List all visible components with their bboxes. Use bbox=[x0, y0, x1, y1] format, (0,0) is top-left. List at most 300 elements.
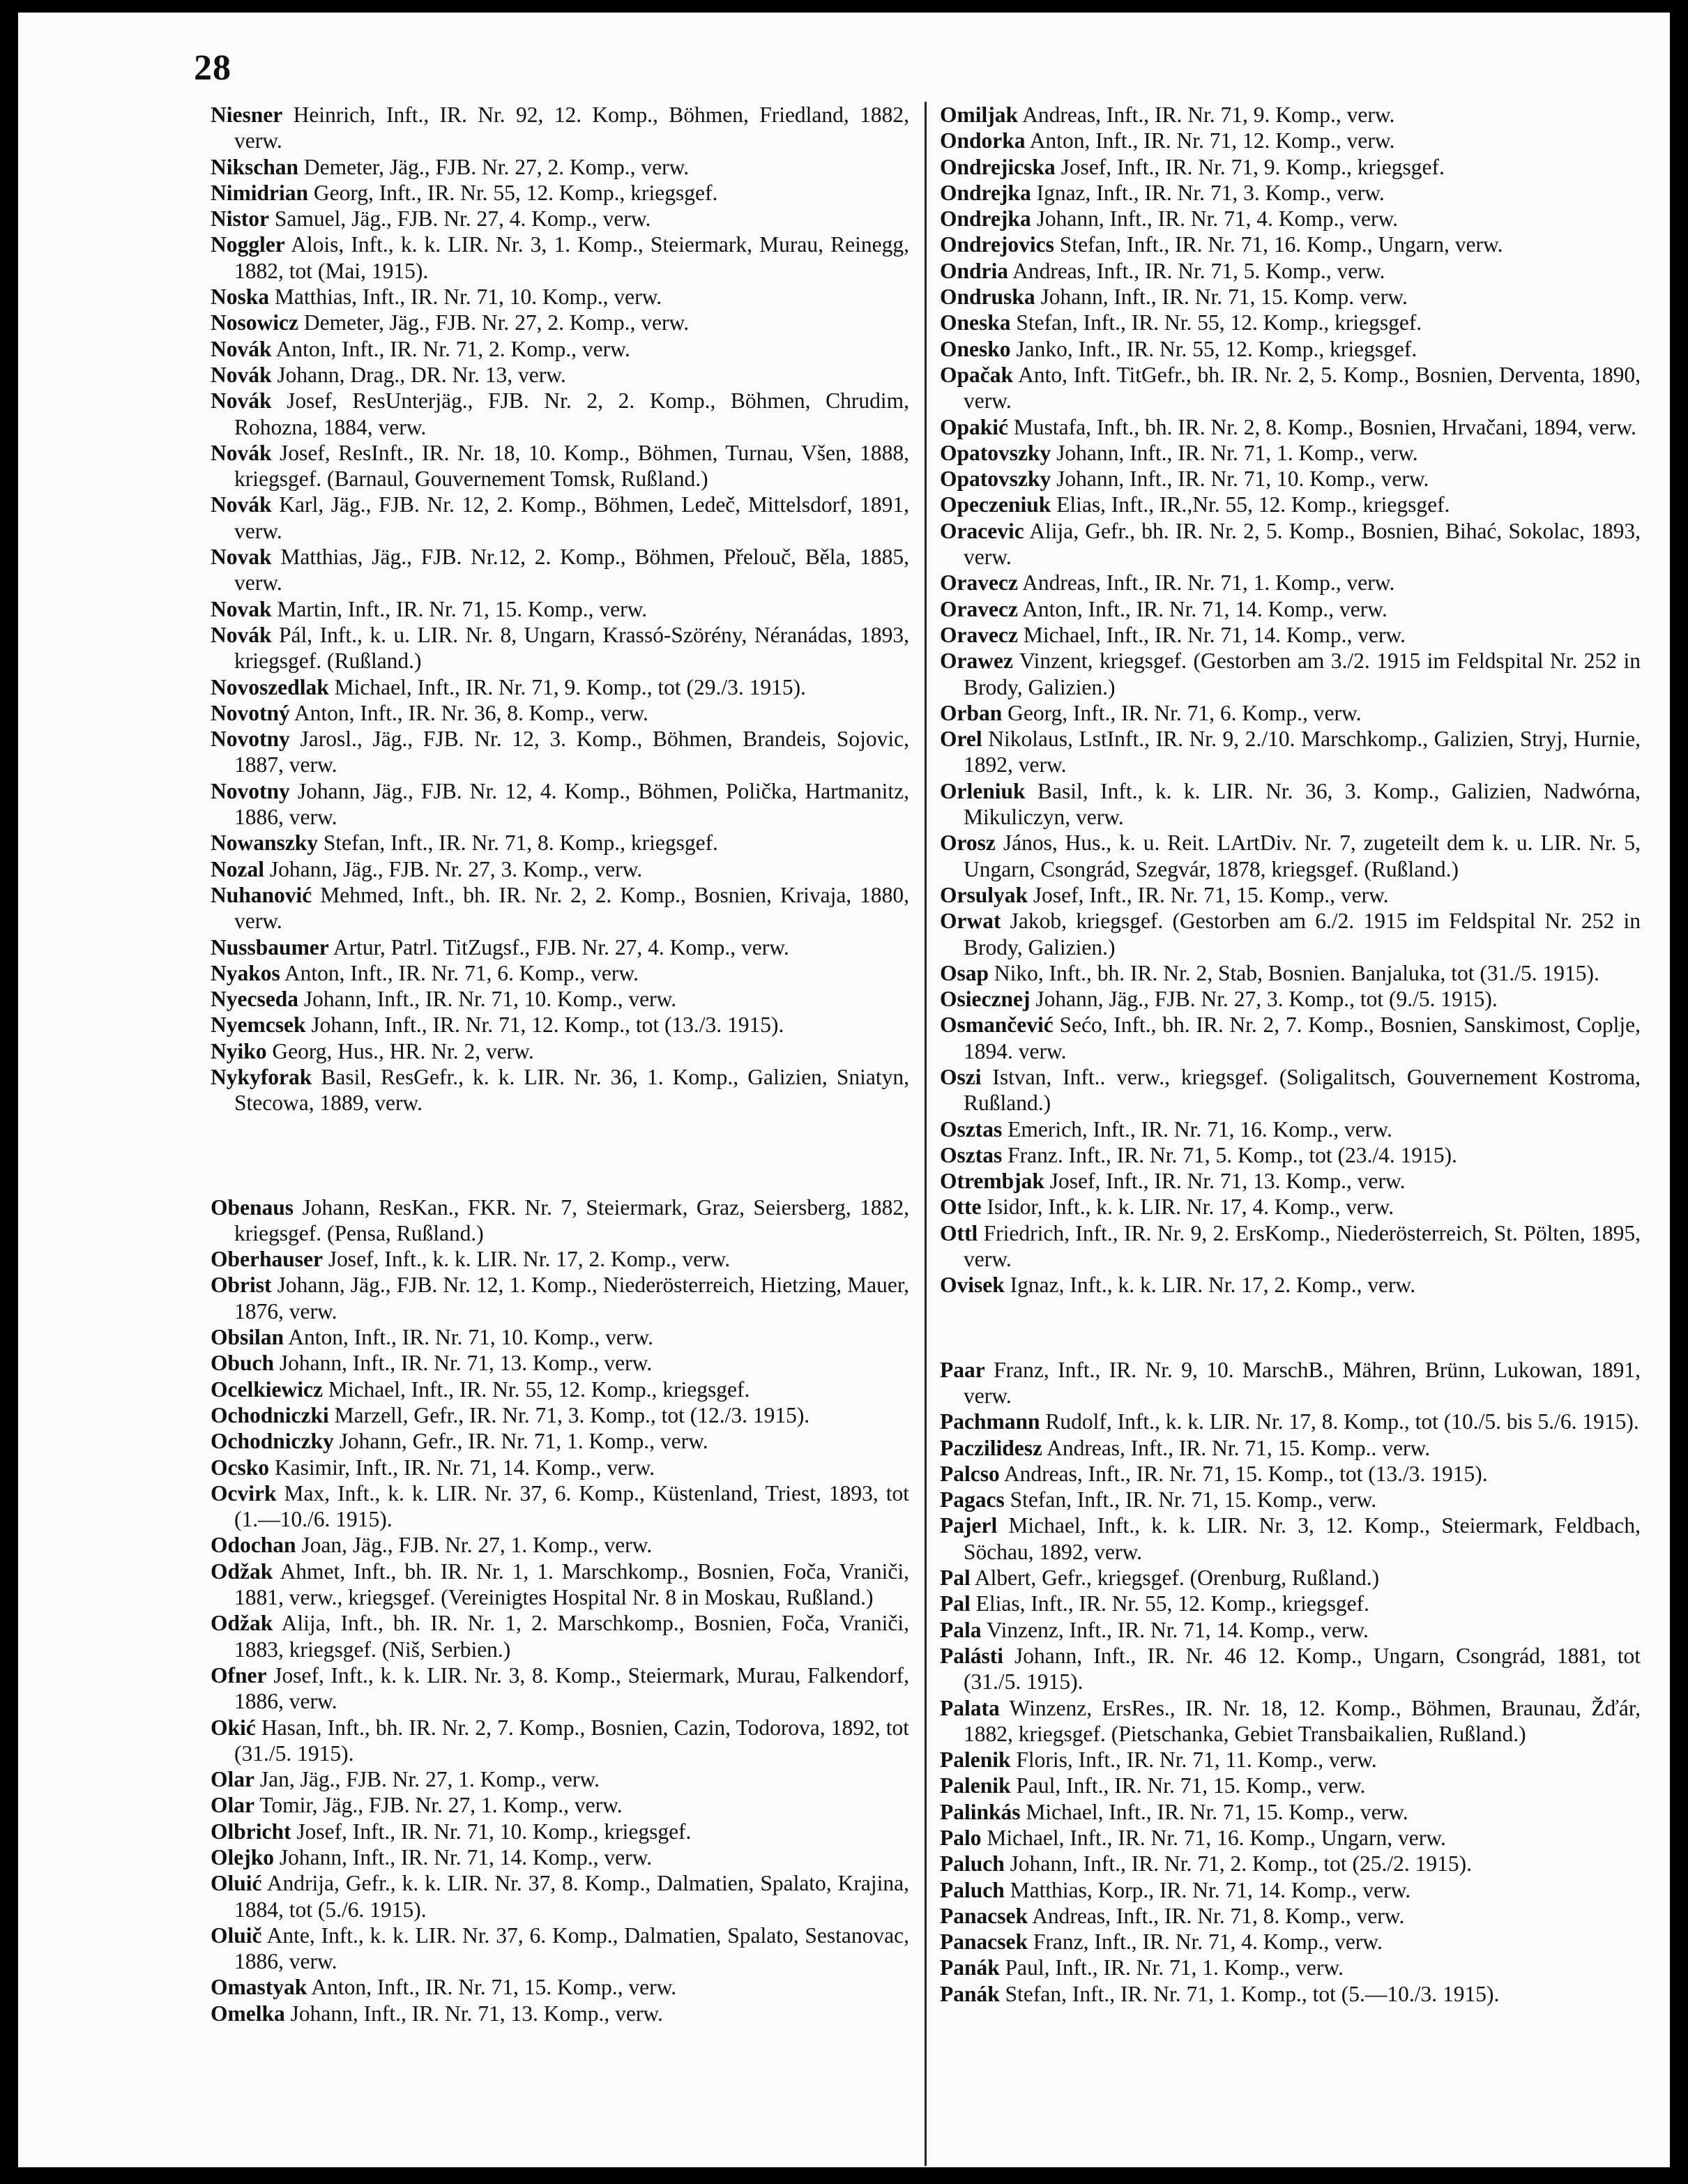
register-entry bbox=[211, 1428, 909, 1454]
register-entry bbox=[211, 232, 909, 284]
entry-surname: Oravecz bbox=[940, 596, 1018, 621]
entry-details: Winzenz, ErsRes., IR. Nr. 18, 12. Komp., Böhmen, Braunau, Žďár, 1882, kriegsgef. (Pietschanka, Gebiet Transbaikalien, Rußland.) bbox=[964, 1695, 1641, 1746]
register-entry bbox=[211, 986, 909, 1012]
register-entry bbox=[940, 232, 1641, 257]
entry-details: Michael, Inft., k. k. LIR. Nr. 3, 12. Komp., Steiermark, Feldbach, Söchau, 1892, verw. bbox=[964, 1513, 1641, 1564]
entry-surname: Niesner bbox=[211, 103, 283, 127]
register-entry bbox=[211, 1792, 909, 1818]
register-entry bbox=[940, 466, 1641, 492]
entry-surname: Orwat bbox=[940, 909, 1001, 934]
register-entry bbox=[940, 206, 1641, 232]
entry-details: Franz, Inft., IR. Nr. 71, 4. Komp., verw. bbox=[1033, 1929, 1383, 1955]
register-entry bbox=[211, 1324, 909, 1350]
register-entry bbox=[940, 778, 1641, 831]
entry-details: Vinzent, kriegsgef. (Gestorben am 3./2. 1915 im Feldspital Nr. 252 in Brody, Galizien.) bbox=[964, 649, 1641, 699]
entry-details: Andreas, Inft., IR. Nr. 71, 9. Komp., verw. bbox=[1022, 103, 1395, 127]
register-entry bbox=[211, 284, 909, 310]
register-entry bbox=[940, 700, 1641, 726]
entry-surname: Opatovszky bbox=[940, 440, 1051, 465]
entry-surname: Odžak bbox=[211, 1559, 273, 1584]
register-entry bbox=[940, 336, 1641, 362]
entry-surname: Oluić bbox=[211, 1871, 262, 1896]
entry-details: Stefan, Inft., IR. Nr. 71, 8. Komp., kriegsgef. bbox=[323, 831, 718, 856]
entry-details: Niko, Inft., bh. IR. Nr. 2, Stab, Bosnien. Banjaluka, tot (31./5. 1915). bbox=[994, 960, 1599, 985]
register-entry bbox=[940, 128, 1641, 153]
entry-surname: Paczilidesz bbox=[940, 1435, 1042, 1460]
register-entry bbox=[211, 440, 909, 492]
entry-surname: Ofner bbox=[211, 1662, 267, 1688]
register-entry bbox=[940, 1512, 1641, 1565]
register-entry bbox=[940, 726, 1641, 778]
entry-surname: Panák bbox=[940, 1981, 1000, 2006]
entry-details: Paul, Inft., IR. Nr. 71, 1. Komp., verw. bbox=[1005, 1955, 1344, 1980]
entry-details: Andreas, Inft., IR. Nr. 71, 15. Komp.. verw. bbox=[1047, 1435, 1431, 1460]
entry-details: Pál, Inft., k. u. LIR. Nr. 8, Ungarn, Krassó-Szörény, Néranádas, 1893, kriegsgef. (Rußland.) bbox=[234, 622, 909, 674]
entry-surname: Nimidrian bbox=[211, 180, 309, 205]
register-entry bbox=[940, 414, 1641, 440]
left-section-n bbox=[211, 102, 909, 1116]
entry-surname: Ondrejovics bbox=[940, 232, 1054, 257]
entry-surname: Palinkás bbox=[940, 1799, 1021, 1824]
entry-details: Josef, Inft., IR. Nr. 71, 15. Komp., verw. bbox=[1033, 882, 1389, 907]
entry-surname: Ottl bbox=[940, 1220, 978, 1245]
entry-details: Andrija, Gefr., k. k. LIR. Nr. 37, 8. Komp., Dalmatien, Spalato, Krajina, 1884, tot (5./6. 1915). bbox=[234, 1871, 910, 1922]
entry-details: Johann, Inft., IR. Nr. 71, 13. Komp., verw. bbox=[290, 2001, 663, 2026]
register-entry bbox=[940, 1981, 1641, 2007]
entry-surname: Novák bbox=[211, 388, 272, 414]
entry-details: Michael, Inft., IR. Nr. 55, 12. Komp., kriegsgef. bbox=[328, 1377, 750, 1402]
register-entry bbox=[940, 1357, 1641, 1409]
entry-details: Kasimir, Inft., IR. Nr. 71, 14. Komp., verw. bbox=[274, 1455, 655, 1480]
entry-details: Istvan, Inft.. verw., kriegsgef. (Soligalitsch, Gouvernement Kostroma, Rußland.) bbox=[964, 1064, 1641, 1116]
register-entry bbox=[211, 882, 909, 934]
register-entry bbox=[211, 622, 909, 674]
register-entry bbox=[211, 934, 909, 960]
register-entry bbox=[211, 1923, 909, 1975]
register-entry bbox=[211, 1377, 909, 1402]
entry-surname: Ondrejka bbox=[940, 180, 1031, 205]
entry-details: Paul, Inft., IR. Nr. 71, 15. Komp., verw. bbox=[1016, 1773, 1366, 1798]
entry-surname: Nyakos bbox=[211, 960, 280, 985]
page-number: 28 bbox=[194, 48, 231, 88]
entry-surname: Palcso bbox=[940, 1461, 1000, 1486]
register-entry bbox=[211, 1038, 909, 1064]
entry-details: Rudolf, Inft., k. k. LIR. Nr. 17, 8. Komp., tot (10./5. bis 5./6. 1915). bbox=[1045, 1409, 1639, 1434]
entry-details: Basil, ResGefr., k. k. LIR. Nr. 36, 1. Komp., Galizien, Sniatyn, Stecowa, 1889, verw. bbox=[234, 1064, 909, 1116]
entry-surname: Orosz bbox=[940, 831, 996, 856]
entry-surname: Pal bbox=[940, 1565, 971, 1591]
entry-surname: Pal bbox=[940, 1591, 971, 1616]
register-entry bbox=[940, 1142, 1641, 1168]
entry-surname: Omiljak bbox=[940, 103, 1019, 127]
register-entry bbox=[211, 1064, 909, 1116]
entry-surname: Ondruska bbox=[940, 285, 1035, 310]
register-entry bbox=[940, 258, 1641, 284]
register-entry bbox=[940, 518, 1641, 570]
entry-details: Nikolaus, LstInft., IR. Nr. 9, 2./10. Marschkomp., Galizien, Stryj, Hurnie, 1892, verw. bbox=[964, 727, 1641, 778]
entry-details: Matthias, Inft., IR. Nr. 71, 10. Komp., verw. bbox=[274, 285, 662, 310]
register-entry bbox=[211, 1012, 909, 1038]
left-column bbox=[211, 102, 909, 2026]
entry-details: Josef, Inft., IR. Nr. 71, 10. Komp., kriegsgef. bbox=[296, 1819, 692, 1844]
entry-surname: Olbricht bbox=[211, 1819, 291, 1844]
entry-surname: Nikschan bbox=[211, 154, 299, 179]
entry-surname: Novak bbox=[211, 545, 272, 570]
register-entry bbox=[211, 1844, 909, 1870]
register-entry bbox=[211, 1819, 909, 1844]
entry-details: Johann, Inft., IR. Nr. 71, 10. Komp., verw. bbox=[303, 987, 677, 1012]
entry-surname: Nyiko bbox=[211, 1038, 267, 1063]
register-entry bbox=[211, 960, 909, 986]
entry-details: Jakob, kriegsgef. (Gestorben am 6./2. 1915 im Feldspital Nr. 252 in Brody, Galizien.) bbox=[964, 909, 1641, 960]
entry-details: Andreas, Inft., IR. Nr. 71, 15. Komp., tot (13./3. 1915). bbox=[1003, 1461, 1488, 1486]
entry-details: Josef, ResUnterjäg., FJB. Nr. 2, 2. Komp., Böhmen, Chrudim, Rohozna, 1884, verw. bbox=[234, 388, 910, 439]
register-entry bbox=[940, 1643, 1641, 1695]
entry-surname: Novotny bbox=[211, 727, 290, 752]
entry-details: Ahmet, Inft., bh. IR. Nr. 1, 1. Marschkomp., Bosnien, Foča, Vraniči, 1881, verw., kriegsgef. (Vereinigtes Hospital Nr. 8 in Moskau, Rußland.) bbox=[234, 1559, 909, 1610]
entry-details: Demeter, Jäg., FJB. Nr. 27, 2. Komp., verw. bbox=[303, 154, 690, 179]
register-entry bbox=[211, 336, 909, 362]
entry-details: Johann, Inft., IR. Nr. 71, 13. Komp., verw. bbox=[279, 1351, 653, 1376]
section-gap bbox=[940, 1298, 1641, 1357]
register-entry bbox=[211, 778, 909, 831]
entry-surname: Olar bbox=[211, 1793, 254, 1818]
entry-details: Georg, Hus., HR. Nr. 2, verw. bbox=[272, 1038, 534, 1063]
entry-surname: Otte bbox=[940, 1195, 982, 1220]
entry-details: Andreas, Inft., IR. Nr. 71, 5. Komp., verw. bbox=[1012, 258, 1385, 283]
right-column bbox=[940, 102, 1641, 2007]
entry-details: Elias, Inft., IR.,Nr. 55, 12. Komp., kriegsgef. bbox=[1056, 492, 1450, 517]
entry-details: Johann, ResKan., FKR. Nr. 7, Steiermark, Graz, Seiersberg, 1882, kriegsgef. (Pensa, Rußland.) bbox=[234, 1195, 909, 1245]
entry-details: Michael, Inft., IR. Nr. 71, 15. Komp., verw. bbox=[1026, 1799, 1408, 1824]
register-entry bbox=[211, 544, 909, 596]
entry-details: Tomir, Jäg., FJB. Nr. 27, 1. Komp., verw. bbox=[259, 1793, 623, 1818]
register-entry bbox=[211, 1480, 909, 1533]
entry-surname: Oracevic bbox=[940, 518, 1024, 543]
entry-details: Stefan, Inft., IR. Nr. 55, 12. Komp., kriegsgef. bbox=[1016, 310, 1422, 335]
register-entry bbox=[211, 726, 909, 778]
register-entry bbox=[211, 596, 909, 622]
entry-surname: Obrist bbox=[211, 1273, 272, 1298]
entry-details: Johann, Inft., IR. Nr. 71, 1. Komp., verw. bbox=[1056, 440, 1418, 465]
entry-surname: Osztas bbox=[940, 1116, 1003, 1142]
register-entry bbox=[211, 1974, 909, 2000]
entry-surname: Osap bbox=[940, 960, 989, 985]
entry-surname: Oluič bbox=[211, 1923, 262, 1948]
register-entry bbox=[211, 1272, 909, 1324]
register-entry bbox=[211, 1610, 909, 1662]
register-entry bbox=[940, 1220, 1641, 1273]
entry-details: Anto, Inft. TitGefr., bh. IR. Nr. 2, 5. Komp., Bosnien, Derventa, 1890, verw. bbox=[964, 362, 1641, 414]
entry-surname: Olejko bbox=[211, 1845, 274, 1870]
entry-surname: Novotny bbox=[211, 778, 290, 803]
register-entry bbox=[940, 1877, 1641, 1903]
register-entry bbox=[211, 388, 909, 440]
entry-surname: Oneska bbox=[940, 310, 1011, 335]
entry-surname: Onesko bbox=[940, 336, 1011, 361]
entry-surname: Ondorka bbox=[940, 128, 1026, 153]
entry-details: Michael, Inft., IR. Nr. 71, 14. Komp., verw. bbox=[1023, 622, 1406, 647]
entry-details: Martin, Inft., IR. Nr. 71, 15. Komp., verw. bbox=[277, 596, 648, 621]
register-entry bbox=[211, 1766, 909, 1792]
entry-surname: Ochodniczky bbox=[211, 1429, 334, 1454]
register-entry bbox=[940, 1487, 1641, 1512]
entry-details: Stefan, Inft., IR. Nr. 71, 1. Komp., tot (5.—10./3. 1915). bbox=[1005, 1981, 1500, 2006]
register-entry bbox=[940, 1825, 1641, 1851]
register-entry bbox=[940, 986, 1641, 1012]
register-entry bbox=[940, 1012, 1641, 1064]
entry-details: Jarosl., Jäg., FJB. Nr. 12, 3. Komp., Böhmen, Brandeis, Sojovic, 1887, verw. bbox=[234, 727, 909, 778]
entry-surname: Nuhanović bbox=[211, 882, 312, 907]
entry-surname: Otrembjak bbox=[940, 1169, 1044, 1194]
entry-details: Joan, Jäg., FJB. Nr. 27, 1. Komp., verw. bbox=[301, 1533, 653, 1558]
entry-details: Janko, Inft., IR. Nr. 55, 12. Komp., kriegsgef. bbox=[1016, 336, 1417, 361]
entry-surname: Orleniuk bbox=[940, 778, 1026, 803]
register-entry bbox=[211, 1559, 909, 1611]
register-entry bbox=[211, 206, 909, 232]
entry-details: Samuel, Jäg., FJB. Nr. 27, 4. Komp., verw. bbox=[274, 206, 651, 232]
entry-details: Johann, Inft., IR. Nr. 71, 14. Komp., verw. bbox=[279, 1845, 653, 1870]
entry-surname: Orel bbox=[940, 727, 982, 752]
entry-surname: Palásti bbox=[940, 1643, 1003, 1668]
register-entry bbox=[211, 700, 909, 726]
register-entry bbox=[940, 830, 1641, 882]
entry-surname: Orsulyak bbox=[940, 882, 1028, 907]
entry-surname: Pajerl bbox=[940, 1513, 998, 1538]
entry-surname: Nussbaumer bbox=[211, 934, 329, 960]
register-entry bbox=[940, 310, 1641, 335]
register-entry bbox=[940, 1591, 1641, 1616]
entry-surname: Palata bbox=[940, 1695, 1000, 1720]
entry-details: Alija, Inft., bh. IR. Nr. 1, 2. Marschkomp., Bosnien, Foča, Vraniči, 1883, kriegsgef. (Niš, Serbien.) bbox=[234, 1611, 910, 1662]
entry-details: Franz. Inft., IR. Nr. 71, 5. Komp., tot (23./4. 1915). bbox=[1008, 1142, 1457, 1167]
entry-details: Johann, Inft., IR. Nr. 71, 4. Komp., verw. bbox=[1036, 206, 1399, 232]
register-entry bbox=[940, 1194, 1641, 1220]
entry-details: Ignaz, Inft., k. k. LIR. Nr. 17, 2. Komp., verw. bbox=[1010, 1273, 1416, 1298]
entry-surname: Noska bbox=[211, 285, 270, 310]
entry-details: Karl, Jäg., FJB. Nr. 12, 2. Komp., Böhmen, Ledeč, Mittelsdorf, 1891, verw. bbox=[234, 492, 910, 543]
entry-surname: Ovisek bbox=[940, 1273, 1005, 1298]
entry-details: Matthias, Korp., IR. Nr. 71, 14. Komp., verw. bbox=[1010, 1877, 1411, 1902]
entry-surname: Novotný bbox=[211, 700, 290, 725]
entry-surname: Palenik bbox=[940, 1747, 1011, 1773]
register-entry bbox=[211, 674, 909, 700]
entry-details: Ignaz, Inft., IR. Nr. 71, 3. Komp., verw. bbox=[1036, 180, 1385, 205]
register-entry bbox=[211, 1195, 909, 1247]
register-entry bbox=[940, 1272, 1641, 1298]
register-entry bbox=[940, 492, 1641, 517]
entry-details: Johann, Jäg., FJB. Nr. 12, 4. Komp., Böhmen, Polička, Hartmanitz, 1886, verw. bbox=[234, 778, 910, 830]
entry-surname: Ocelkiewicz bbox=[211, 1377, 323, 1402]
entry-surname: Ondrejicska bbox=[940, 154, 1056, 179]
entry-details: Albert, Gefr., kriegsgef. (Orenburg, Rußland.) bbox=[974, 1565, 1380, 1591]
entry-details: Anton, Inft., IR. Nr. 71, 14. Komp., verw. bbox=[1022, 596, 1387, 621]
entry-details: Anton, Inft., IR. Nr. 71, 10. Komp., verw. bbox=[288, 1325, 653, 1350]
entry-surname: Nyemcsek bbox=[211, 1013, 306, 1038]
register-entry bbox=[211, 1246, 909, 1272]
register-entry bbox=[211, 830, 909, 856]
entry-surname: Ondrejka bbox=[940, 206, 1031, 232]
entry-surname: Panacsek bbox=[940, 1903, 1028, 1928]
register-entry bbox=[211, 1870, 909, 1923]
entry-surname: Ocvirk bbox=[211, 1480, 277, 1506]
register-entry bbox=[940, 1617, 1641, 1643]
entry-surname: Oberhauser bbox=[211, 1247, 323, 1272]
entry-details: Ante, Inft., k. k. LIR. Nr. 37, 6. Komp., Dalmatien, Spalato, Sestanovac, 1886, verw. bbox=[234, 1923, 909, 1974]
register-entry bbox=[211, 2001, 909, 2026]
entry-surname: Paluch bbox=[940, 1851, 1005, 1876]
entry-details: Jan, Jäg., FJB. Nr. 27, 1. Komp., verw. bbox=[259, 1767, 600, 1792]
register-entry bbox=[940, 1461, 1641, 1487]
entry-details: Isidor, Inft., k. k. LIR. Nr. 17, 4. Komp., verw. bbox=[987, 1195, 1394, 1220]
entry-details: Josef, ResInft., IR. Nr. 18, 10. Komp., Böhmen, Turnau, Všen, 1888, kriegsgef. (Barnaul, Gouvernement Tomsk, Rußland.) bbox=[234, 440, 909, 492]
entry-surname: Novák bbox=[211, 622, 272, 647]
entry-surname: Nykyforak bbox=[211, 1064, 312, 1089]
entry-details: Andreas, Inft., IR. Nr. 71, 1. Komp., verw. bbox=[1022, 570, 1395, 596]
entry-details: Elias, Inft., IR. Nr. 55, 12. Komp., kriegsgef. bbox=[975, 1591, 1369, 1616]
section-gap bbox=[211, 1116, 909, 1195]
entry-details: Josef, Inft., IR. Nr. 71, 13. Komp., verw. bbox=[1049, 1169, 1406, 1194]
entry-surname: Obuch bbox=[211, 1351, 275, 1376]
register-entry bbox=[211, 492, 909, 544]
entry-surname: Novák bbox=[211, 362, 272, 387]
entry-surname: Osiecznej bbox=[940, 987, 1031, 1012]
register-entry bbox=[211, 1455, 909, 1480]
register-entry bbox=[211, 1715, 909, 1767]
entry-details: Georg, Inft., IR. Nr. 71, 6. Komp., verw. bbox=[1008, 700, 1362, 725]
entry-surname: Nosowicz bbox=[211, 310, 298, 335]
register-entry bbox=[940, 1064, 1641, 1116]
entry-surname: Ondria bbox=[940, 258, 1009, 283]
entry-details: Johann, Inft., IR. Nr. 71, 15. Komp. verw. bbox=[1040, 285, 1408, 310]
register-entry bbox=[940, 648, 1641, 700]
entry-details: Mustafa, Inft., bh. IR. Nr. 2, 8. Komp., Bosnien, Hrvačani, 1894, verw. bbox=[1013, 414, 1636, 439]
register-entry bbox=[211, 154, 909, 180]
left-section-o bbox=[211, 1195, 909, 2027]
entry-details: Franz, Inft., IR. Nr. 9, 10. MarschB., Mähren, Brünn, Lukowan, 1891, verw. bbox=[964, 1357, 1641, 1408]
entry-surname: Novák bbox=[211, 336, 272, 361]
entry-details: Johann, Drag., DR. Nr. 13, verw. bbox=[277, 362, 566, 387]
entry-details: Anton, Inft., IR. Nr. 36, 8. Komp., verw. bbox=[294, 700, 648, 725]
entry-surname: Ocsko bbox=[211, 1455, 270, 1480]
entry-surname: Oravecz bbox=[940, 622, 1018, 647]
entry-surname: Oravecz bbox=[940, 570, 1018, 596]
entry-details: Max, Inft., k. k. LIR. Nr. 37, 6. Komp., Küstenland, Triest, 1893, tot (1.—10./6. 1915). bbox=[234, 1480, 909, 1532]
entry-details: Johann, Jäg., FJB. Nr. 27, 3. Komp., verw. bbox=[269, 856, 643, 881]
register-entry bbox=[940, 570, 1641, 596]
register-entry bbox=[211, 1532, 909, 1558]
entry-details: Emerich, Inft., IR. Nr. 71, 16. Komp., verw. bbox=[1008, 1116, 1392, 1142]
entry-details: Alois, Inft., k. k. LIR. Nr. 3, 1. Komp., Steiermark, Murau, Reinegg, 1882, tot (Mai, 1915). bbox=[234, 232, 909, 283]
entry-surname: Panacsek bbox=[940, 1929, 1028, 1955]
entry-surname: Nowanszky bbox=[211, 831, 319, 856]
entry-surname: Osztas bbox=[940, 1142, 1003, 1167]
entry-surname: Paar bbox=[940, 1357, 985, 1382]
entry-surname: Oszi bbox=[940, 1064, 982, 1089]
entry-surname: Orawez bbox=[940, 649, 1013, 674]
entry-details: Josef, Inft., IR. Nr. 71, 9. Komp., kriegsgef. bbox=[1060, 154, 1445, 179]
register-entry bbox=[940, 1955, 1641, 1980]
right-section-o bbox=[940, 102, 1641, 1298]
register-entry bbox=[940, 1565, 1641, 1591]
entry-details: Friedrich, Inft., IR. Nr. 9, 2. ErsKomp., Niederösterreich, St. Pölten, 1895, verw. bbox=[964, 1220, 1641, 1272]
entry-surname: Paluch bbox=[940, 1877, 1005, 1902]
entry-details: Anton, Inft., IR. Nr. 71, 6. Komp., verw. bbox=[284, 960, 639, 985]
entry-details: Josef, Inft., k. k. LIR. Nr. 17, 2. Komp., verw. bbox=[328, 1247, 731, 1272]
register-entry bbox=[940, 960, 1641, 986]
entry-details: Sećo, Inft., bh. IR. Nr. 2, 7. Komp., Bosnien, Sanskimost, Coplje, 1894. verw. bbox=[964, 1013, 1641, 1063]
entry-details: Mehmed, Inft., bh. IR. Nr. 2, 2. Komp., Bosnien, Krivaja, 1880, verw. bbox=[234, 882, 909, 934]
register-entry bbox=[211, 180, 909, 206]
entry-surname: Palenik bbox=[940, 1773, 1011, 1798]
entry-details: Johann, Jäg., FJB. Nr. 27, 3. Komp., tot (9./5. 1915). bbox=[1035, 987, 1498, 1012]
register-entry bbox=[211, 856, 909, 882]
entry-details: Michael, Inft., IR. Nr. 71, 16. Komp., Ungarn, verw. bbox=[987, 1826, 1446, 1850]
entry-details: Johann, Gefr., IR. Nr. 71, 1. Komp., verw. bbox=[339, 1429, 708, 1454]
register-entry bbox=[940, 284, 1641, 310]
register-entry bbox=[211, 310, 909, 335]
entry-details: Johann, Inft., IR. Nr. 46 12. Komp., Ungarn, Csongrád, 1881, tot (31./5. 1915). bbox=[964, 1643, 1641, 1694]
entry-surname: Palo bbox=[940, 1826, 982, 1850]
column-divider bbox=[925, 102, 927, 2166]
entry-surname: Odžak bbox=[211, 1611, 273, 1636]
register-entry bbox=[211, 1402, 909, 1428]
register-entry bbox=[211, 1350, 909, 1376]
register-entry bbox=[940, 1903, 1641, 1929]
entry-surname: Okić bbox=[211, 1715, 256, 1740]
entry-surname: Opačak bbox=[940, 362, 1014, 387]
entry-surname: Novák bbox=[211, 492, 272, 517]
register-entry bbox=[940, 180, 1641, 206]
entry-details: Vinzenz, Inft., IR. Nr. 71, 14. Komp., verw. bbox=[986, 1617, 1369, 1642]
entry-surname: Osmančević bbox=[940, 1013, 1054, 1038]
entry-details: Basil, Inft., k. k. LIR. Nr. 36, 3. Komp., Galizien, Nadwórna, Mikuliczyn, verw. bbox=[964, 778, 1641, 830]
register-entry bbox=[940, 362, 1641, 414]
entry-details: Johann, Inft., IR. Nr. 71, 12. Komp., tot (13./3. 1915). bbox=[311, 1013, 784, 1038]
register-entry bbox=[940, 596, 1641, 622]
right-section-p bbox=[940, 1357, 1641, 2007]
register-entry bbox=[940, 908, 1641, 960]
register-entry bbox=[940, 1929, 1641, 1955]
entry-surname: Noggler bbox=[211, 232, 285, 257]
entry-details: Anton, Inft., IR. Nr. 71, 15. Komp., verw. bbox=[311, 1975, 677, 2000]
register-entry bbox=[940, 440, 1641, 466]
entry-details: Floris, Inft., IR. Nr. 71, 11. Komp., verw. bbox=[1016, 1747, 1377, 1773]
entry-details: Alija, Gefr., bh. IR. Nr. 2, 5. Komp., Bosnien, Bihać, Sokolac, 1893, verw. bbox=[964, 518, 1641, 570]
register-entry bbox=[940, 1435, 1641, 1461]
entry-details: Anton, Inft., IR. Nr. 71, 2. Komp., verw. bbox=[275, 336, 630, 361]
entry-surname: Opeczeniuk bbox=[940, 492, 1051, 517]
entry-details: Michael, Inft., IR. Nr. 71, 9. Komp., tot (29./3. 1915). bbox=[334, 674, 806, 699]
entry-details: Josef, Inft., k. k. LIR. Nr. 3, 8. Komp., Steiermark, Murau, Falkendorf, 1886, verw. bbox=[234, 1662, 910, 1714]
register-entry bbox=[940, 1409, 1641, 1434]
register-entry bbox=[940, 1747, 1641, 1773]
register-entry bbox=[940, 1851, 1641, 1876]
entry-details: Heinrich, Inft., IR. Nr. 92, 12. Komp., Böhmen, Friedland, 1882, verw. bbox=[234, 103, 910, 153]
entry-surname: Pala bbox=[940, 1617, 982, 1642]
register-entry bbox=[211, 1662, 909, 1715]
entry-surname: Orban bbox=[940, 700, 1003, 725]
register-entry bbox=[940, 1799, 1641, 1825]
entry-surname: Olar bbox=[211, 1767, 254, 1792]
entry-details: Anton, Inft., IR. Nr. 71, 12. Komp., verw. bbox=[1029, 128, 1395, 153]
entry-details: Johann, Jäg., FJB. Nr. 12, 1. Komp., Niederösterreich, Hietzing, Mauer, 1876, verw. bbox=[234, 1273, 910, 1324]
entry-details: Artur, Patrl. TitZugsf., FJB. Nr. 27, 4. Komp., verw. bbox=[333, 934, 789, 960]
entry-details: Matthias, Jäg., FJB. Nr.12, 2. Komp., Böhmen, Přelouč, Běla, 1885, verw. bbox=[234, 545, 910, 596]
entry-surname: Opatovszky bbox=[940, 467, 1051, 492]
register-entry bbox=[940, 882, 1641, 908]
entry-surname: Novoszedlak bbox=[211, 674, 329, 699]
